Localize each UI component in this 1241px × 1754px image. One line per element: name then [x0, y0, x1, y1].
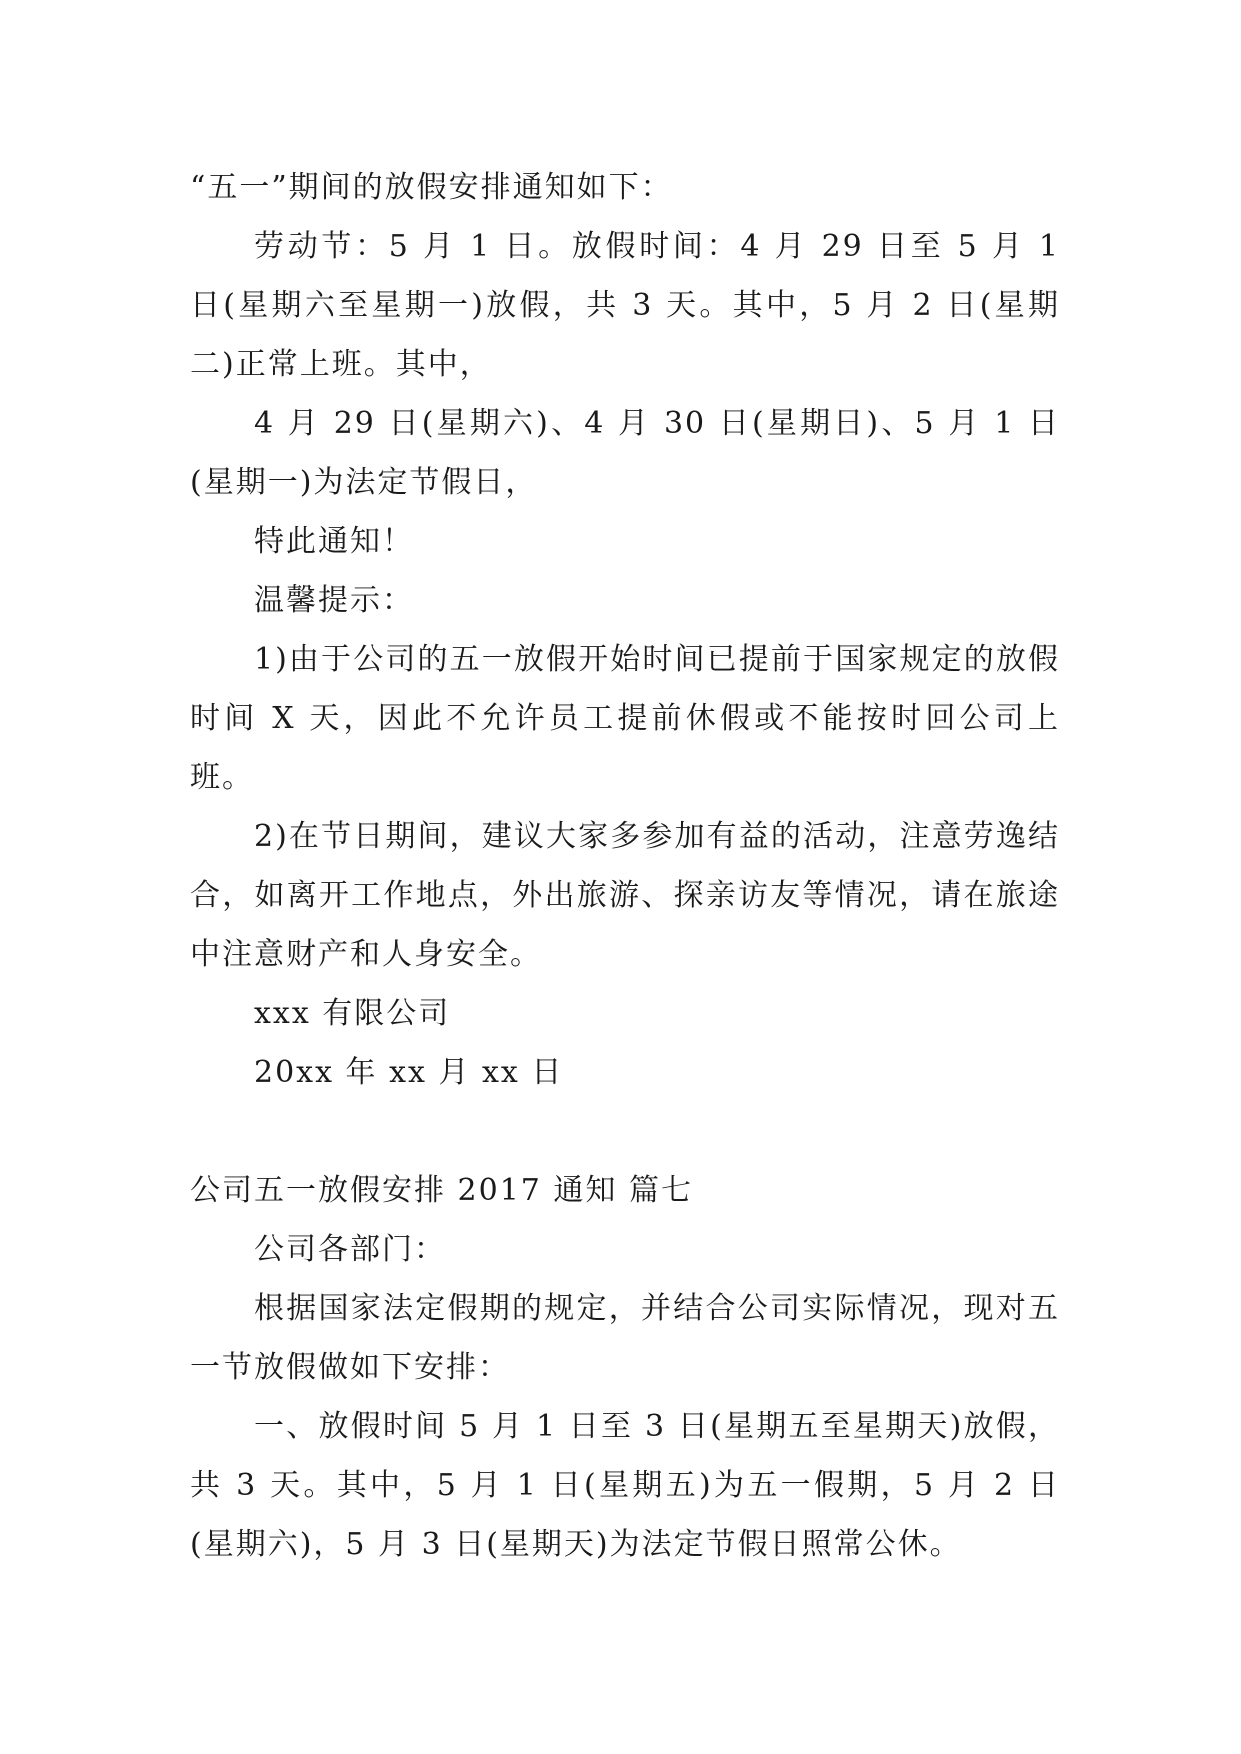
tips-title: 温馨提示： [254, 583, 414, 618]
signature-date: 20xx 年 xx 月 xx 日 [254, 1055, 564, 1090]
tip-item-2: 2)在节日期间，建议大家多参加有益的活动，注意劳逸结合，如离开工作地点，外出旅游、探亲访友等情况，请在旅途中注意财产和人身安全。 [190, 819, 1060, 972]
company-signature: xxx 有限公司 [254, 996, 451, 1031]
salutation-line: 公司各部门： [254, 1232, 446, 1267]
legal-holidays-paragraph: 4 月 29 日(星期六)、4 月 30 日(星期日)、5 月 1 日(星期一)为法定节假日， [190, 406, 1060, 500]
document-body [190, 158, 1060, 1574]
arrangement-intro-paragraph: 根据国家法定假期的规定，并结合公司实际情况，现对五一节放假做如下安排： [190, 1291, 1060, 1385]
tip-item-1: 1)由于公司的五一放假开始时间已提前于国家规定的放假时间 X 天，因此不允许员工提前休假或不能按时回公司上班。 [190, 642, 1060, 795]
notice-closing-line: 特此通知！ [254, 524, 414, 559]
labor-day-schedule-paragraph: 劳动节：5 月 1 日。放假时间：4 月 29 日至 5 月 1 日(星期六至星期一)放假，共 3 天。其中，5 月 2 日(星期二)正常上班。其中， [190, 229, 1060, 382]
arrangement-item-1: 一、放假时间 5 月 1 日至 3 日(星期五至星期天)放假，共 3 天。其中，5 月 1 日(星期五)为五一假期，5 月 2 日(星期六)，5 月 3 日(星期天)为法定节假日照常公休。 [190, 1409, 1060, 1562]
section-heading: 公司五一放假安排 2017 通知 篇七 [190, 1173, 693, 1208]
holiday-intro-line: “五一”期间的放假安排通知如下： [190, 170, 673, 205]
